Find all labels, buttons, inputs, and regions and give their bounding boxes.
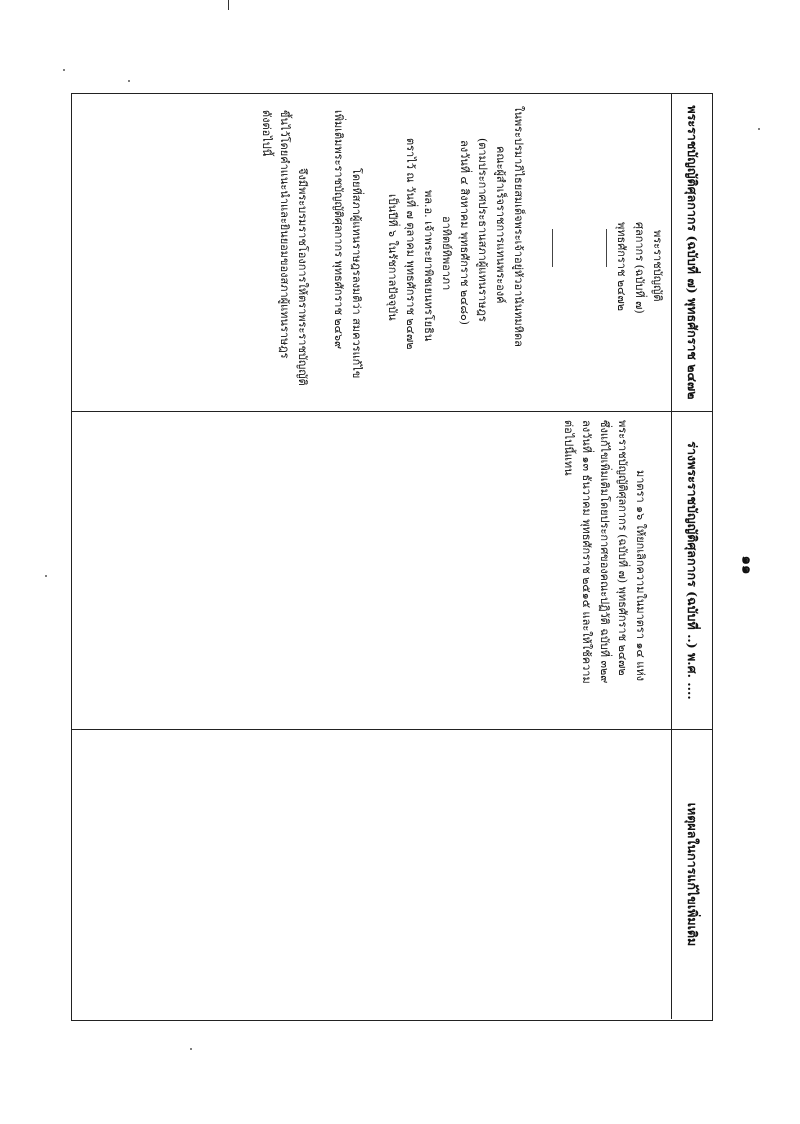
title-rule xyxy=(606,229,607,267)
preamble-line: (ตามประกาศประธานสภาผู้แทนราษฎร xyxy=(476,138,489,322)
scan-speck xyxy=(63,69,65,71)
section-line: มาตรา ๑๖ ให้ยกเลิกความในมาตรา ๑๔ แห่ง xyxy=(634,470,647,682)
title-rule xyxy=(552,229,553,267)
preamble-line: พล.อ. เจ้าพระยาพิชเยนทรโยธิน xyxy=(422,190,435,342)
act-title: ศุลกากร (ฉบับที่ ๗) xyxy=(633,222,646,314)
header-original-act: พระราชบัญญัติศุลกากร (ฉบับที่ ๗) พุทธศักราช ๒๔๗๒ xyxy=(671,94,712,411)
enacting-line: จึงมีพระบรมราชโองการให้ตราพระราชบัญญัติ xyxy=(296,168,309,386)
header-draft-act: ร่างพระราชบัญญัติศุลกากร (ฉบับที่ ..) พ.ศ. .... xyxy=(671,412,712,729)
act-title: พุทธศักราช ๒๔๗๒ xyxy=(615,222,628,312)
preamble-line: ลงวันที่ ๔ สิงหาคม พุทธศักราช ๒๔๘๐) xyxy=(458,140,471,325)
comparison-table xyxy=(71,93,713,1021)
section-line: ต่อไปนี้แทน xyxy=(562,420,575,476)
preamble-line: เป็นปีที่ ๖ ในรัชกาลปัจจุบัน xyxy=(386,194,399,321)
act-title: พระราชบัญญัติ xyxy=(651,230,664,302)
preamble-line: ตราไว้ ณ วันที่ ๗ ตุลาคม พุทธศักราช ๒๔๗๒ xyxy=(404,138,417,350)
enacting-line: ดังต่อไปนี้ xyxy=(260,110,273,157)
recital-line: เพิ่มเติมพระราชบัญญัติศุลกากร พุทธศักราช ๒๔๖๙ xyxy=(332,110,345,350)
section-line: ซึ่งแก้ไขเพิ่มเติมโดยประกาศของคณะปฏิวัติ ฉบับที่ ๓๒๙ xyxy=(598,420,611,684)
column-reason xyxy=(72,730,712,1019)
scan-speck xyxy=(190,1048,192,1050)
comparison-table-sheet xyxy=(71,93,713,1021)
column-original-act xyxy=(72,94,712,412)
page-number: ๑๑ xyxy=(739,555,758,575)
section-line: ลงวันที่ ๑๓ ธันวาคม พุทธศักราช ๒๕๑๕ และให้ใช้ความ xyxy=(580,420,593,684)
scan-mark xyxy=(228,0,229,10)
preamble-line: ในพระปรมาภิไธยสมเด็จพระเจ้าอยู่หัวอานันทมหิดล xyxy=(512,106,525,347)
recital-line: โดยที่สภาผู้แทนราษฎรลงมติว่า สมควรแก้ไข xyxy=(350,168,363,379)
preamble-line: อาทิตย์ทิพอาภา xyxy=(440,216,453,291)
section-line: พระราชบัญญัติศุลกากร (ฉบับที่ ๗) พุทธศักราช ๒๔๗๒ xyxy=(616,420,629,676)
scan-speck xyxy=(45,575,47,577)
preamble-line: คณะผู้สำเร็จราชการแทนพระองค์ xyxy=(494,146,507,304)
column-draft-act xyxy=(72,412,712,730)
scan-speck xyxy=(128,80,130,82)
scan-speck xyxy=(758,128,760,130)
header-reason: เหตุผลในการแก้ไขเพิ่มเติม xyxy=(671,730,712,1019)
enacting-line: ขึ้นไว้โดยคำแนะนำและยินยอมของสภาผู้แทนราษฎร xyxy=(278,110,291,359)
